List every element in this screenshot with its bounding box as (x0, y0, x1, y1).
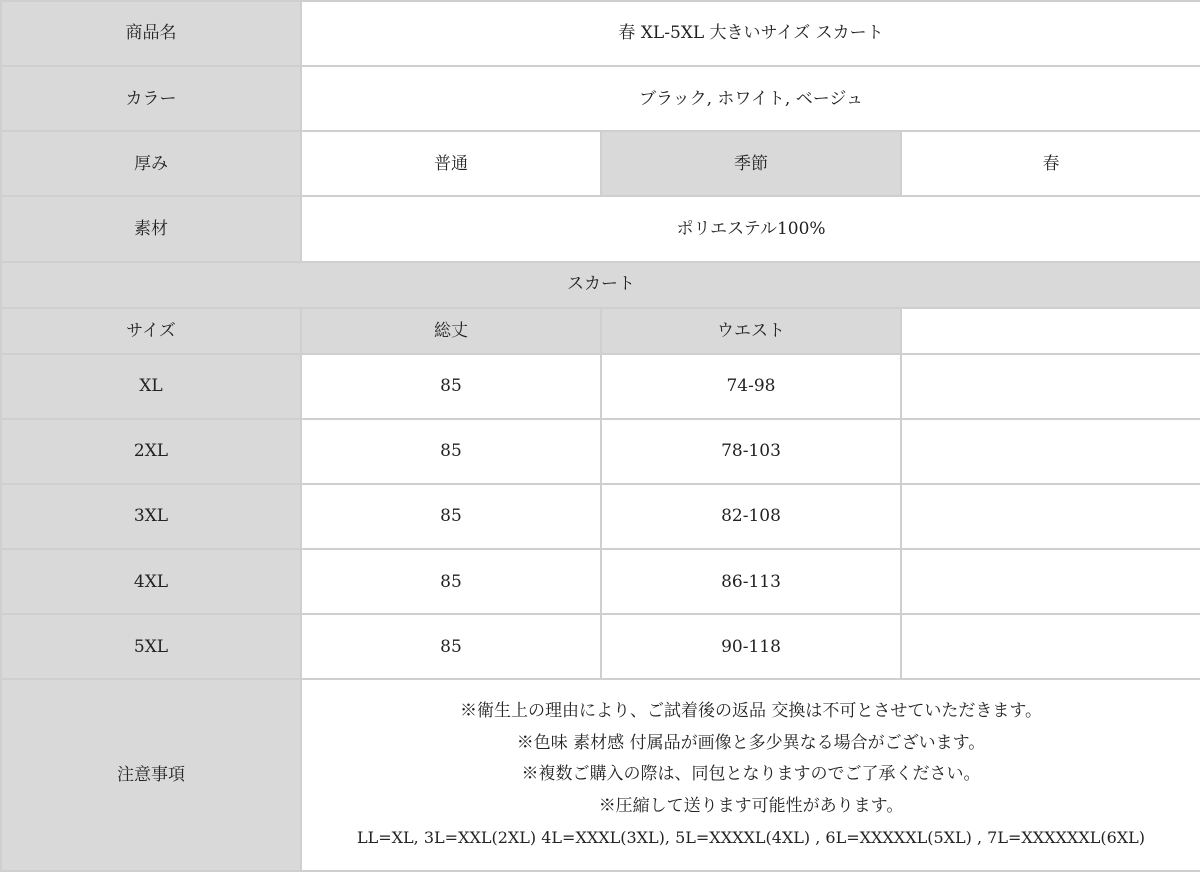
table-row (1, 419, 1200, 484)
note-line: ※圧縮して送ります可能性があります。 (598, 795, 904, 816)
season-value: 春 (901, 131, 1200, 196)
length-header: 総丈 (301, 308, 601, 354)
length-cell: 85 (301, 354, 601, 419)
note-line: ※衛生上の理由により、ご試着後の返品 交換は不可とさせていただきます。 (459, 701, 1043, 722)
thickness-season-row (1, 131, 1200, 196)
waist-cell: 90-118 (601, 614, 901, 679)
size-cell: XL (1, 354, 301, 419)
note-line: ※色味 素材感 付属品が画像と多少異なる場合がございます。 (516, 732, 986, 753)
empty-header (901, 308, 1200, 354)
length-cell: 85 (301, 614, 601, 679)
product-name-row (1, 1, 1200, 66)
notes-label: 注意事項 (1, 679, 301, 871)
product-name-value: 春 XL-5XL 大きいサイズ スカート (301, 1, 1200, 66)
note-line: ※複数ご購入の際は、同包となりますのでご了承ください。 (521, 764, 981, 785)
color-row (1, 66, 1200, 131)
empty-cell (901, 549, 1200, 614)
length-cell: 85 (301, 484, 601, 549)
thickness-value: 普通 (301, 131, 601, 196)
length-cell: 85 (301, 549, 601, 614)
table-row (1, 484, 1200, 549)
size-cell: 4XL (1, 549, 301, 614)
size-cell: 2XL (1, 419, 301, 484)
waist-cell: 82-108 (601, 484, 901, 549)
empty-cell (901, 484, 1200, 549)
notes-content (301, 679, 1200, 871)
thickness-label: 厚み (1, 131, 301, 196)
size-conversion-note: LL=XL, 3L=XXL(2XL) 4L=XXXL(3XL), 5L=XXXXL(4XL) , 6L=XXXXXL(5XL) , 7L=XXXXXXL(6XL) (357, 828, 1146, 848)
size-table-title-row (1, 262, 1200, 308)
color-value: ブラック, ホワイト, ベージュ (301, 66, 1200, 131)
color-label: カラー (1, 66, 301, 131)
material-label: 素材 (1, 196, 301, 261)
empty-cell (901, 419, 1200, 484)
empty-cell (901, 354, 1200, 419)
table-row (1, 614, 1200, 679)
notes-row (1, 679, 1200, 871)
waist-cell: 78-103 (601, 419, 901, 484)
waist-cell: 74-98 (601, 354, 901, 419)
waist-header: ウエスト (601, 308, 901, 354)
material-value: ポリエステル100% (301, 196, 1200, 261)
size-cell: 5XL (1, 614, 301, 679)
material-row (1, 196, 1200, 261)
waist-cell: 86-113 (601, 549, 901, 614)
size-cell: 3XL (1, 484, 301, 549)
product-name-label: 商品名 (1, 1, 301, 66)
length-cell: 85 (301, 419, 601, 484)
size-table-title: スカート (1, 262, 1200, 308)
empty-cell (901, 614, 1200, 679)
size-header: サイズ (1, 308, 301, 354)
table-row (1, 354, 1200, 419)
season-label: 季節 (601, 131, 901, 196)
table-row (1, 549, 1200, 614)
size-table-header-row (1, 308, 1200, 354)
